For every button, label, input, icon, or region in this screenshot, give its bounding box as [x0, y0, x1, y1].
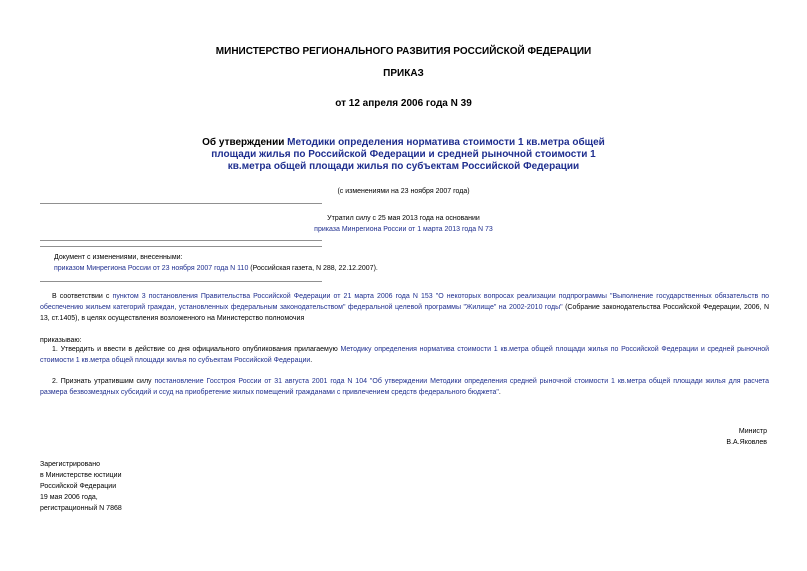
- divider: [40, 240, 322, 241]
- registration-block: [40, 459, 122, 514]
- government-resolution-link[interactable]: пунктом 3 постановления Правительства Российской Федерации от 21 марта 2006 года N 153 "О некоторых вопросах реализации подпрограммы "Выполнение государственных обязательств по обеспечению жильем категорий граждан, установленных федеральным законодательством" федеральной целевой программы "Жилище" на 2002-2010 годы": [40, 293, 770, 311]
- expired-link-line: [0, 226, 807, 233]
- preamble-start: В соответствии с: [52, 293, 113, 300]
- expired-note: Утратил силу с 25 мая 2013 года на основании: [327, 215, 480, 222]
- gosstroy-resolution-link[interactable]: постановление Госстроя России от 31 августа 2001 года N 104 "Об утверждении Методики определения средней рыночной стоимости 1 кв.метра общей площади жилья для расчета размера безвозмездных субсидий и ссуд на приобретение жилых помещений гражданами с привлечением средств федерального бюджета": [40, 378, 769, 396]
- order-word: приказываю:: [40, 337, 82, 344]
- registration-line: 19 мая 2006 года,: [40, 494, 98, 501]
- clause-1-start: 1. Утвердить и ввести в действие со дня официального опубликования прилагаемую: [52, 346, 341, 353]
- title-prefix: Об утверждении: [202, 137, 288, 148]
- clause-2: [40, 376, 769, 398]
- registration-line: Российской Федерации: [40, 483, 117, 490]
- registration-line: в Министерстве юстиции: [40, 472, 122, 479]
- clause-1-end: .: [310, 357, 313, 364]
- changes-line: [54, 263, 378, 274]
- clause-2-end: .: [498, 389, 501, 396]
- signatory-name: В.А.Яковлев: [726, 439, 767, 446]
- registration-line: Зарегистрировано: [40, 461, 100, 468]
- title-methodology-link[interactable]: Методики определения норматива стоимости 1 кв.метра общей площади жилья по Российской Федерации и средней рыночной стоимости 1 кв.метра общей площади жилья по субъектам Российской Федерации: [211, 137, 605, 172]
- expired-order-link[interactable]: приказа Минрегиона России от 1 марта 2013 года N 73: [314, 226, 493, 233]
- clause-2-start: 2. Признать утратившим силу: [52, 378, 155, 385]
- signature-block: [726, 426, 767, 448]
- ministry-heading: МИНИСТЕРСТВО РЕГИОНАЛЬНОГО РАЗВИТИЯ РОССИЙСКОЙ ФЕДЕРАЦИИ: [215, 46, 592, 57]
- amendment-note: (с изменениями на 23 ноября 2007 года): [337, 188, 470, 195]
- changes-order-link[interactable]: приказом Минрегиона России от 23 ноября 2007 года N 110: [54, 265, 249, 272]
- date-number-heading: от 12 апреля 2006 года N 39: [335, 98, 472, 109]
- changes-label: Документ с изменениями, внесенными:: [54, 254, 183, 261]
- divider: [40, 246, 322, 247]
- signatory-position: Министр: [738, 428, 767, 435]
- doc-type-heading: ПРИКАЗ: [383, 68, 424, 79]
- document-title: [200, 137, 607, 173]
- methodology-link[interactable]: Методику определения норматива стоимости 1 кв.метра общей площади жилья по Российской Федерации и средней рыночной стоимости 1 кв.метра общей площади жилья по субъектам Российской Федерации: [40, 346, 770, 364]
- preamble-paragraph: [40, 291, 769, 324]
- divider: [40, 281, 322, 282]
- registration-line: регистрационный N 7868: [40, 505, 122, 512]
- clause-1: [40, 344, 769, 366]
- changes-source: (Российская газета, N 288, 22.12.2007).: [248, 265, 378, 272]
- divider: [40, 203, 322, 204]
- preamble-end: (Собрание законодательства Российской Федерации, 2006, N 13, ст.1405), в целях осуществления возложенного на Министерство полномочия: [40, 304, 769, 322]
